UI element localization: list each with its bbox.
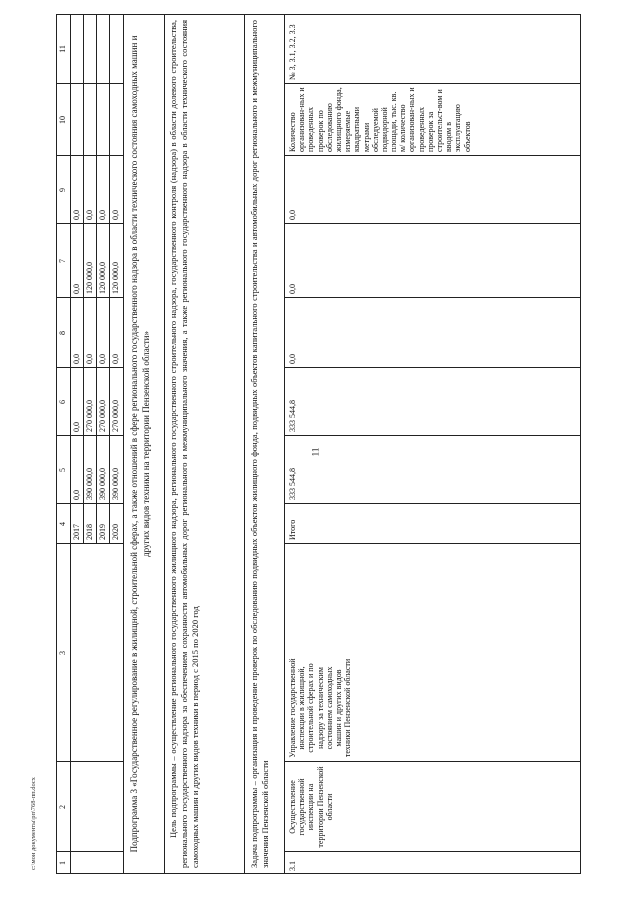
value-cell: 390 000,0 (111, 468, 120, 500)
col-number: 7 (58, 259, 67, 263)
value-cell: 0,0 (98, 354, 107, 364)
rotated-table (56, 14, 581, 874)
value-cell: 390 000,0 (98, 468, 107, 500)
subprogram-goal: Цель подпрограммы – осуществление регионального государственного жилищного надзора, регионального государственного строительного надзора, государственного контроля (надзора) в области долевого строительства, регионального государственного надзора за обеспечением сохранности автомобильных дорог регионального и межмуниципального значения, а также регионального государственного надзора в области технического состояния самоходных машин и других видов техники в период с 2015 по 2020 год (168, 20, 201, 868)
value-cell: 0,0 (72, 422, 81, 432)
value-cell: 0,0 (85, 210, 94, 220)
col-number: 5 (58, 468, 67, 472)
footer-path: c:\мои документы\рп\768-пп.docx (30, 777, 37, 870)
value-cell: 120 000,0 (111, 262, 120, 294)
col-number: 11 (58, 45, 67, 53)
year-cell: 2020 (111, 524, 120, 540)
value-cell: 0,0 (85, 354, 94, 364)
col-number: 2 (58, 805, 67, 809)
subprogram-task: Задача подпрограммы – организация и проведение проверок по обследованию подвидных объектов жилищного фонда, подвидных объектов капитального строительства и автомобильных дорог регионального и межмуниципального значения Пензенской области (249, 20, 271, 868)
col-number: 9 (58, 188, 67, 192)
value-cell: 0,0 (72, 210, 81, 220)
value-cell: 120 000,0 (85, 262, 94, 294)
value-cell: 390 000,0 (85, 468, 94, 500)
row-refs: № 3, 3.1, 3.2, 3.3 (288, 24, 297, 80)
row-name: Осуществление государственной инспекции на территории Пензенской области (288, 766, 334, 848)
row-period: Итого (288, 519, 297, 540)
year-cell: 2018 (85, 524, 94, 540)
value-cell: 0,0 (288, 354, 297, 364)
value-cell: 0,0 (111, 354, 120, 364)
subprogram-title: Подпрограмма 3 «Государственное регулирование в жилищной, строительной сферах, а также отношений в сфере регионального государственного надзора в области технического состояния самоходных машин и других видов техники на территории Пензенской области» (129, 35, 152, 853)
value-cell: 270 000,0 (98, 400, 107, 432)
year-cell: 2017 (72, 524, 81, 540)
value-cell: 270 000,0 (111, 400, 120, 432)
col-number: 10 (58, 116, 67, 124)
col-number: 1 (58, 861, 67, 865)
value-cell: 333 544,8 (288, 400, 297, 432)
value-cell: 270 000,0 (85, 400, 94, 432)
col-number: 8 (58, 331, 67, 335)
page-number: 11 (310, 447, 321, 457)
value-cell: 120 000,0 (98, 262, 107, 294)
value-cell: 0,0 (288, 210, 297, 220)
row-number: 3.1 (288, 861, 297, 871)
col-number: 6 (58, 400, 67, 404)
col-number: 4 (58, 522, 67, 526)
value-cell: 0,0 (72, 490, 81, 500)
value-cell: 0,0 (72, 284, 81, 294)
year-cell: 2019 (98, 524, 107, 540)
value-cell: 333 544,8 (288, 468, 297, 500)
col-number: 3 (58, 651, 67, 655)
value-cell: 0,0 (288, 284, 297, 294)
row-indicator: Количество организован-ных и проведенных проверок по обследованию жилищного фонда, измеряемые квадратными метрами обследуемой подвидорной площади, тыс. кв. м/ количество организован-ных и проведенных проверок за строительст-вом и вводом в эксплуатацию объектов (288, 87, 472, 152)
value-cell: 0,0 (111, 210, 120, 220)
value-cell: 0,0 (72, 354, 81, 364)
value-cell: 0,0 (98, 210, 107, 220)
row-executor: Управление государственной инспекции в жилищной, строительной сферах и по надзору за техническим состоянием самоходных машин и других видов техники Пензенской области (288, 658, 353, 758)
